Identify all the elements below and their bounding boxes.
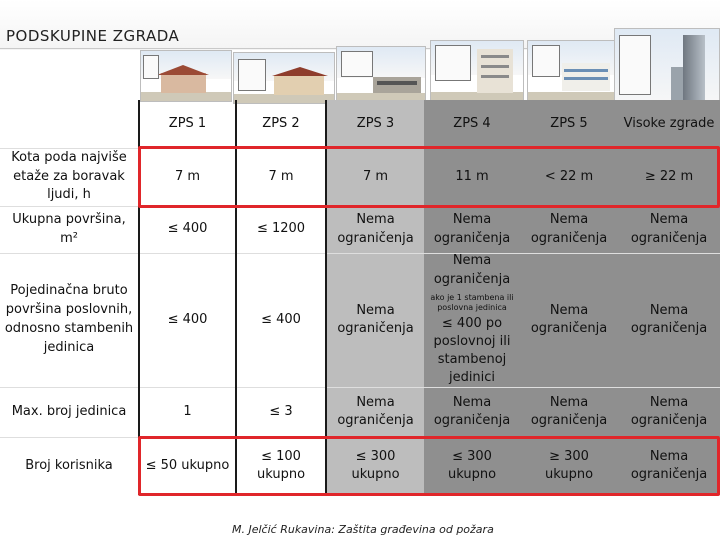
unit-area-zps5: Nema ograničenja bbox=[530, 302, 608, 336]
unit-area-high-rise: Nema ograničenja bbox=[630, 302, 708, 336]
area-zps2: ≤ 1200 bbox=[256, 221, 306, 237]
thumbnail-zps5 bbox=[527, 40, 615, 104]
header-high-rise: Visoke zgrade bbox=[623, 115, 715, 131]
users-zps3: ≤ 300 ukupno bbox=[351, 448, 400, 482]
row-label-height: Kota poda najviše etaže za boravak ljudi, h bbox=[11, 149, 127, 203]
unit-area-zps4-line2: ≤ 400 po poslovnoj ili stambenoj jedinici bbox=[433, 315, 511, 386]
height-zps4: 11 m bbox=[455, 168, 489, 184]
thumbnail-zps3 bbox=[336, 46, 426, 104]
header-zps3: ZPS 3 bbox=[356, 115, 395, 131]
max-units-zps5: Nema ograničenja bbox=[530, 394, 608, 428]
users-zps4: ≤ 300 ukupno bbox=[447, 448, 497, 482]
row-label-max-units: Max. broj jedinica bbox=[11, 403, 127, 419]
row-label-users: Broj korisnika bbox=[25, 457, 113, 473]
unit-area-zps4 bbox=[424, 253, 520, 387]
area-high-rise: Nema ograničenja bbox=[630, 212, 708, 246]
area-zps5: Nema ograničenja bbox=[530, 212, 608, 246]
area-zps3: Nema ograničenja bbox=[337, 212, 414, 246]
footer-credit: M. Jelčić Rukavina: Zaštita građevina od požara bbox=[232, 523, 494, 536]
thumbnail-zps2 bbox=[233, 52, 335, 104]
thumbnail-zps1 bbox=[140, 50, 232, 102]
height-zps1: 7 m bbox=[174, 168, 201, 184]
unit-area-zps2: ≤ 400 bbox=[261, 311, 301, 327]
users-zps2: ≤ 100 ukupno bbox=[256, 448, 306, 482]
unit-area-zps1: ≤ 400 bbox=[167, 311, 208, 327]
highlight-box-height-row bbox=[138, 146, 720, 208]
users-zps1: ≤ 50 ukupno bbox=[145, 457, 230, 473]
unit-area-zps4-line1: Nema ograničenja bbox=[433, 253, 511, 287]
max-units-zps2: ≤ 3 bbox=[269, 403, 293, 419]
max-units-zps3: Nema ograničenja bbox=[337, 394, 414, 428]
unit-area-zps4-note: ako je 1 stambena ili poslovna jedinica bbox=[430, 292, 514, 312]
unit-area-zps3: Nema ograničenja bbox=[337, 302, 414, 336]
header-zps2: ZPS 2 bbox=[262, 115, 300, 131]
highlight-box-users-row bbox=[138, 436, 720, 496]
height-zps5: < 22 m bbox=[544, 168, 594, 184]
row-label-unit-area: Pojedinačna bruto površina poslovnih, odnosno stambenih jedinica bbox=[4, 283, 134, 355]
row-label-area: Ukupna površina, m² bbox=[12, 211, 126, 246]
area-zps4: Nema ograničenja bbox=[433, 212, 511, 246]
page-title: PODSKUPINE ZGRADA bbox=[6, 27, 180, 45]
max-units-zps1: 1 bbox=[183, 403, 192, 419]
header-zps4: ZPS 4 bbox=[453, 115, 491, 131]
header-zps1: ZPS 1 bbox=[168, 115, 207, 131]
users-high-rise: Nema ograničenja bbox=[630, 448, 708, 482]
max-units-high-rise: Nema ograničenja bbox=[630, 394, 708, 428]
height-high-rise: ≥ 22 m bbox=[644, 168, 694, 184]
area-zps1: ≤ 400 bbox=[167, 221, 208, 237]
thumbnail-high-rise bbox=[614, 28, 720, 104]
thumbnail-zps4 bbox=[430, 40, 524, 104]
height-zps3: 7 m bbox=[362, 168, 389, 184]
height-zps2: 7 m bbox=[268, 168, 294, 184]
max-units-zps4: Nema ograničenja bbox=[433, 394, 511, 428]
header-zps5: ZPS 5 bbox=[550, 115, 588, 131]
users-zps5: ≥ 300 ukupno bbox=[544, 448, 594, 482]
